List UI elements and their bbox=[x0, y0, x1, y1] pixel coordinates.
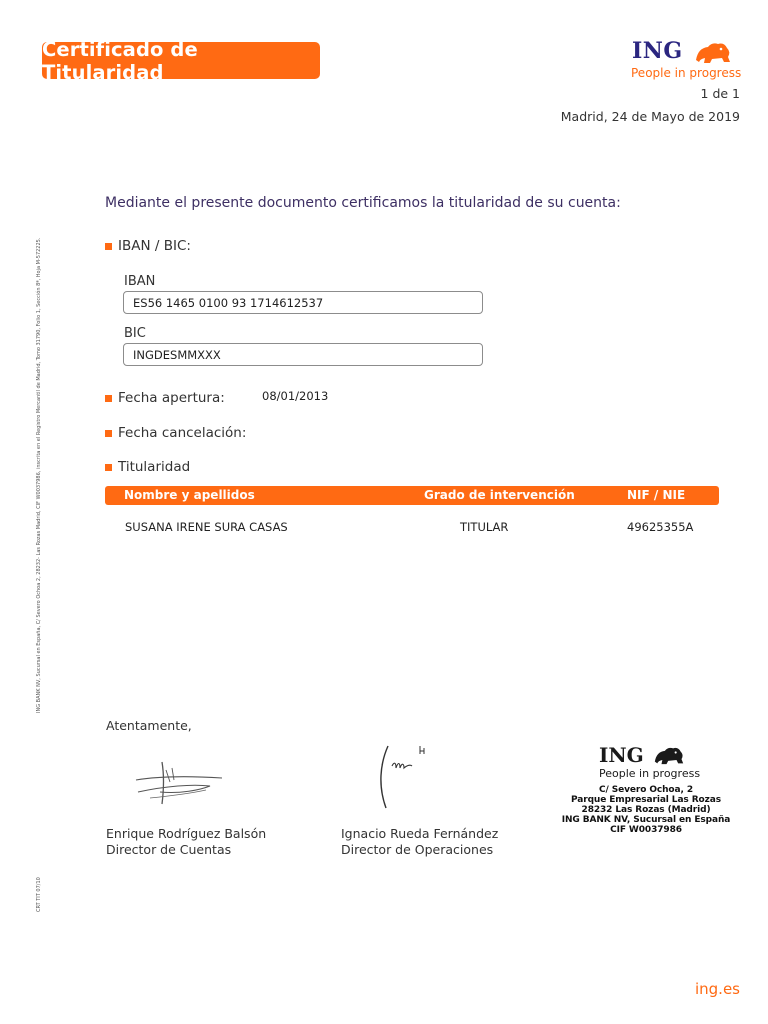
company-stamp bbox=[561, 743, 731, 838]
iban-value: ES56 1465 0100 93 1714612537 bbox=[133, 295, 324, 310]
iban-label: IBAN bbox=[124, 274, 156, 289]
bic-value: INGDESMMXXX bbox=[133, 347, 221, 362]
lion-icon bbox=[694, 40, 732, 64]
signatory-1-name: Enrique Rodríguez Balsón bbox=[106, 826, 267, 841]
stamp-tagline: People in progress bbox=[599, 767, 701, 780]
signature-2-image bbox=[374, 742, 438, 812]
document-code: CRT TIT 07/10 bbox=[36, 877, 42, 912]
signature-1-image bbox=[130, 756, 230, 808]
bullet-square bbox=[105, 430, 112, 437]
bic-field bbox=[123, 343, 483, 366]
column-header-role: Grado de intervención bbox=[424, 488, 575, 502]
signatory-1 bbox=[106, 826, 266, 858]
section-titularidad bbox=[105, 459, 190, 475]
bullet-square bbox=[105, 464, 112, 471]
section-label: IBAN / BIC: bbox=[118, 238, 191, 254]
signatory-2 bbox=[341, 826, 498, 858]
holders-table-header bbox=[105, 486, 719, 505]
stamp-wordmark: ING bbox=[599, 743, 644, 767]
document-title: Certificado de Titularidad bbox=[42, 42, 320, 79]
holder-name: SUSANA IRENE SURA CASAS bbox=[125, 520, 288, 534]
intro-text: Mediante el presente documento certificamos la titularidad de su cuenta: bbox=[105, 195, 621, 211]
footer-website-link[interactable]: ing.es bbox=[694, 980, 740, 998]
stamp-line: 28232 Las Rozas (Madrid) bbox=[581, 805, 711, 815]
stamp-line: CIF W0037986 bbox=[610, 825, 682, 835]
ing-logo bbox=[631, 38, 741, 83]
section-iban-bic bbox=[105, 238, 191, 254]
stamp-lion-icon bbox=[652, 745, 686, 765]
signatory-2-role: Director de Operaciones bbox=[341, 842, 494, 857]
closing-text: Atentamente, bbox=[106, 718, 192, 733]
stamp-line: Parque Empresarial Las Rozas bbox=[571, 795, 721, 805]
holder-nif: 49625355A bbox=[627, 520, 694, 534]
stamp-line: C/ Severo Ochoa, 2 bbox=[598, 785, 693, 795]
table-row bbox=[105, 520, 719, 538]
section-fecha-cancelacion bbox=[105, 425, 246, 441]
logo-tagline: People in progress bbox=[631, 66, 742, 80]
signatory-2-name: Ignacio Rueda Fernández bbox=[341, 826, 499, 841]
bullet-square bbox=[105, 243, 112, 250]
fecha-apertura-label: Fecha apertura: bbox=[118, 390, 225, 406]
bullet-square bbox=[105, 395, 112, 402]
logo-wordmark: ING bbox=[632, 38, 683, 64]
iban-field bbox=[123, 291, 483, 314]
column-header-nif: NIF / NIE bbox=[627, 488, 686, 502]
stamp-line: ING BANK NV, Sucursal en España bbox=[561, 815, 731, 825]
fecha-cancelacion-label: Fecha cancelación: bbox=[118, 425, 247, 441]
page-count: 1 de 1 bbox=[700, 86, 740, 101]
bic-label: BIC bbox=[124, 326, 146, 341]
legal-sidebar-text: ING BANK NV, Sucursal en España, C/ Severo Ochoa 2, 28232- Las Rozas Madrid, CIF W0037986, inscrita en el Registro Mercantil de Madrid, Tomo 31790, Folio 1, Sección 8ª, Hoja M-572225. bbox=[36, 237, 42, 713]
place-date: Madrid, 24 de Mayo de 2019 bbox=[560, 109, 740, 124]
holder-role: TITULAR bbox=[460, 520, 509, 534]
titularidad-label: Titularidad bbox=[118, 459, 191, 475]
column-header-name: Nombre y apellidos bbox=[124, 488, 255, 502]
fecha-apertura-value: 08/01/2013 bbox=[262, 389, 329, 403]
signatory-1-role: Director de Cuentas bbox=[106, 842, 232, 857]
section-fecha-apertura bbox=[105, 390, 225, 406]
